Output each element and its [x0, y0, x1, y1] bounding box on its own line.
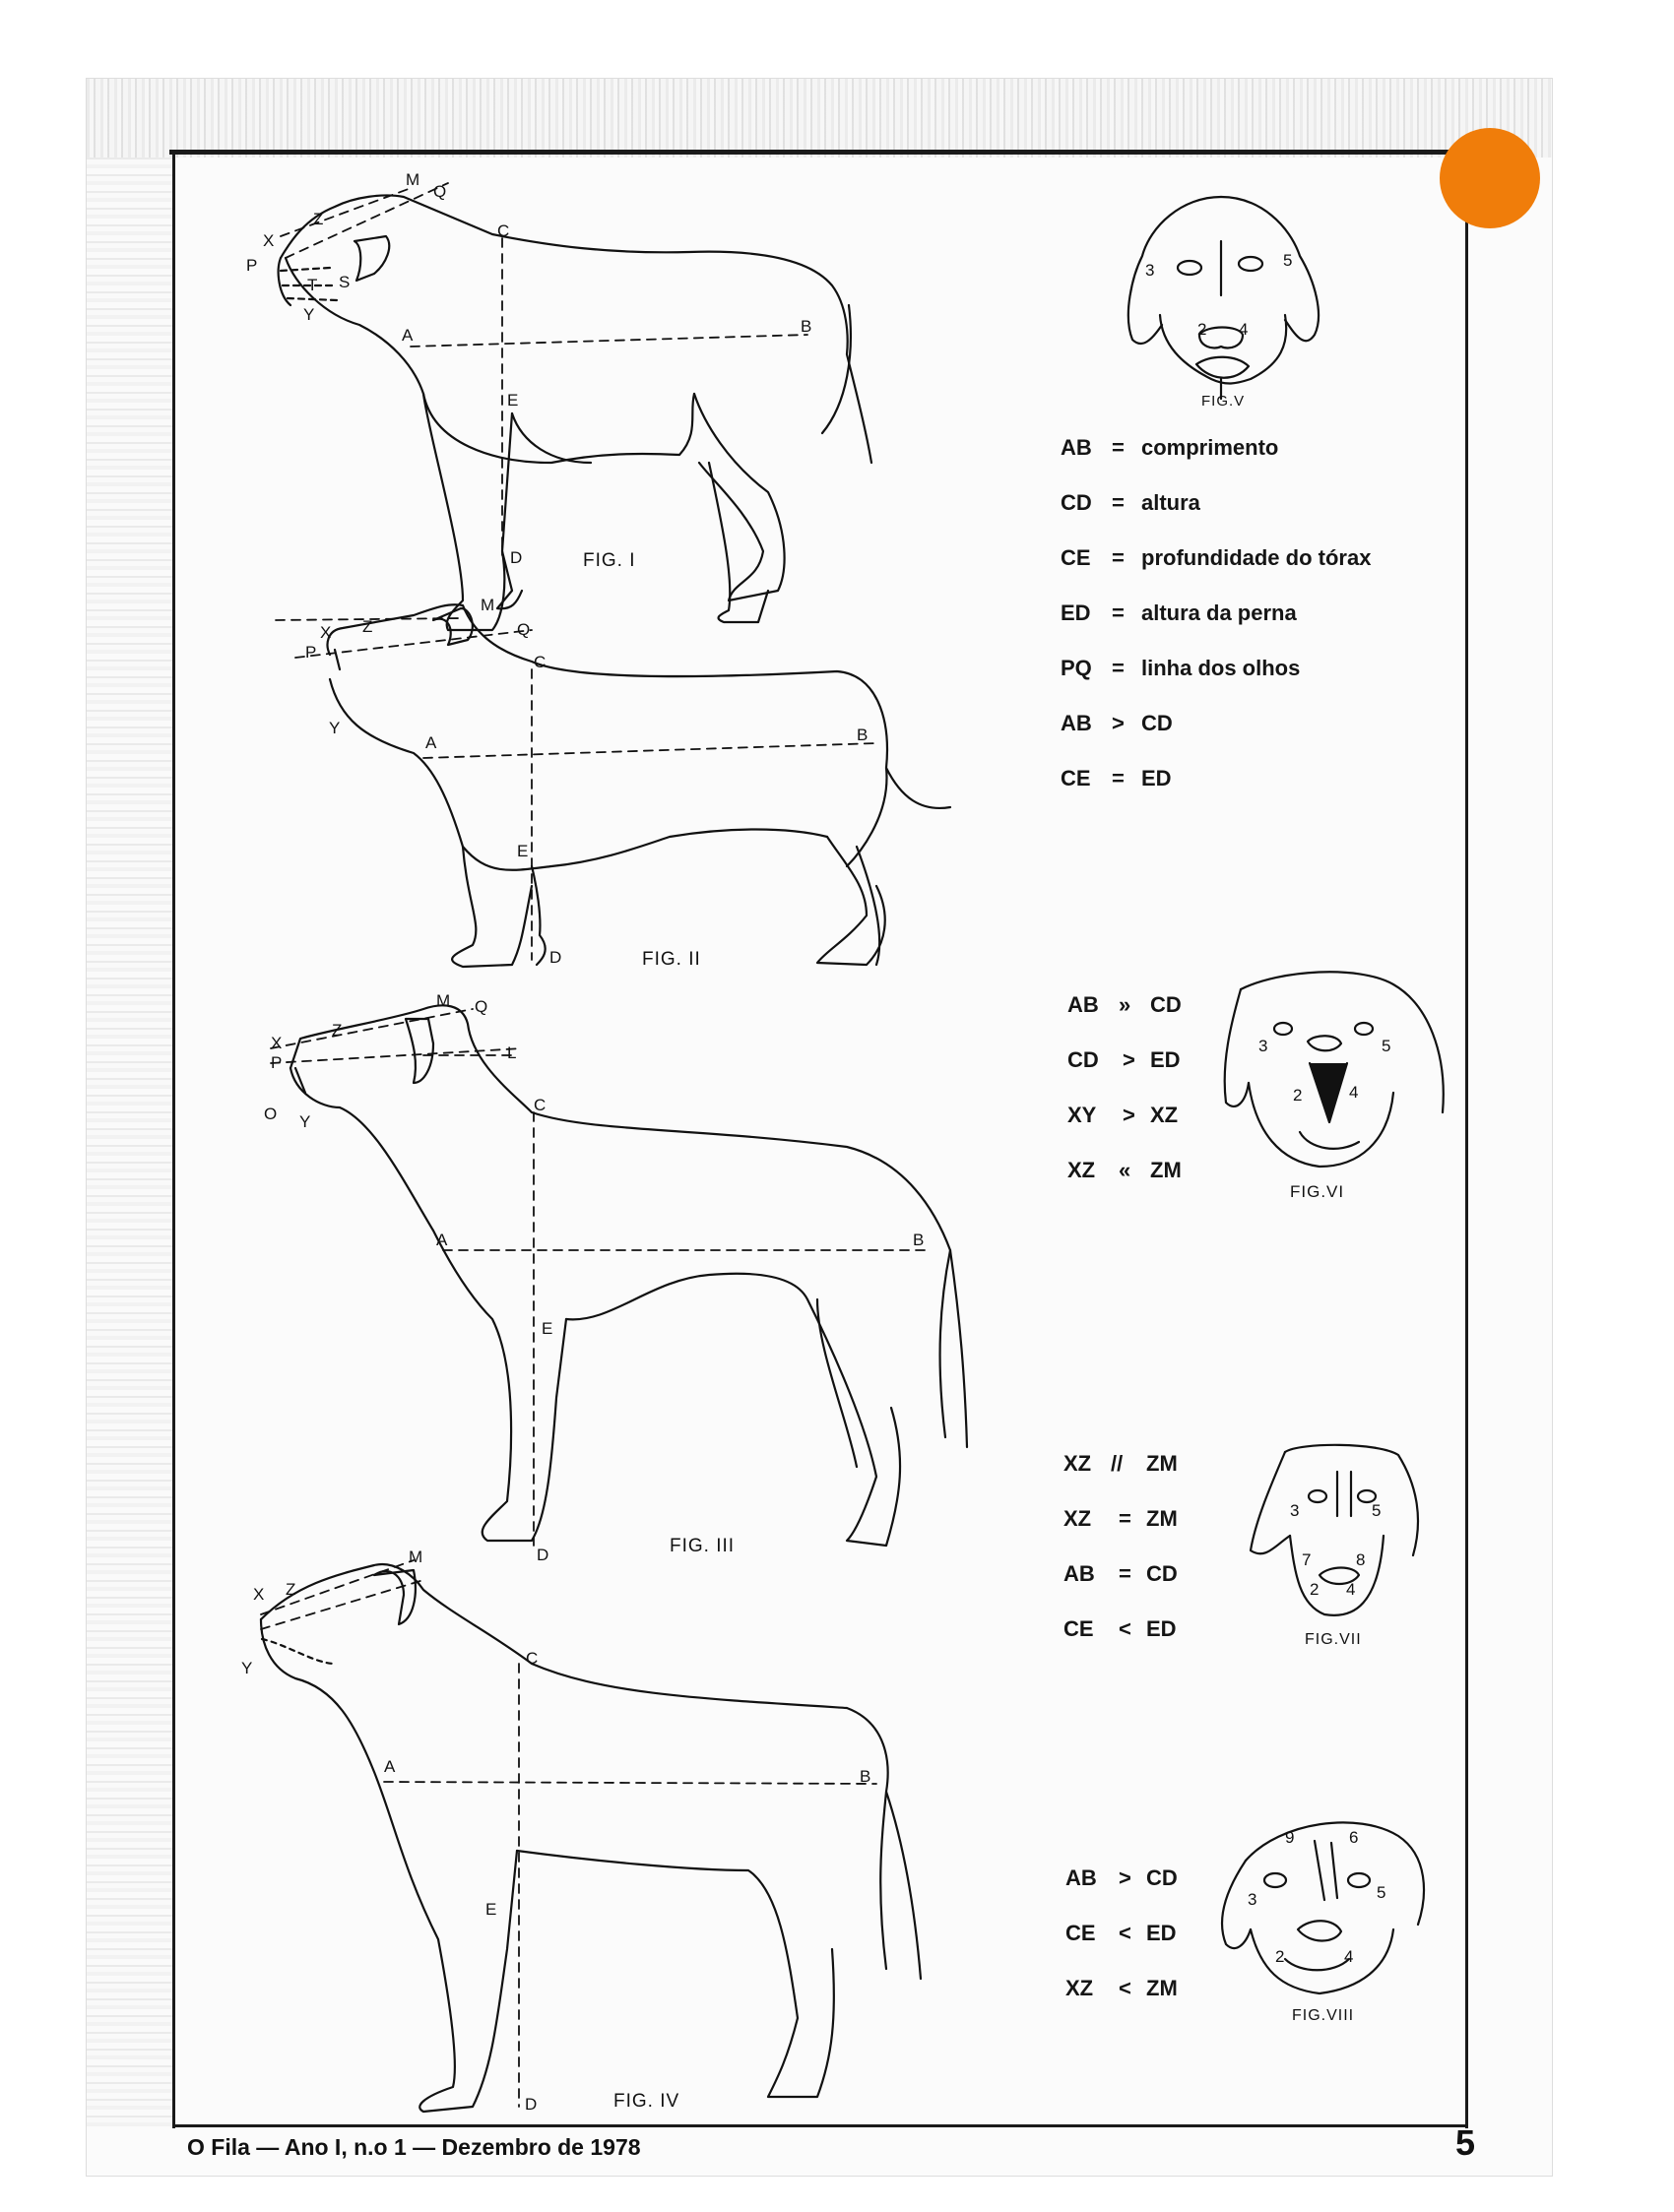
legend-left: ED	[1061, 600, 1091, 625]
relation-operator: >	[1119, 1865, 1131, 1890]
fig3-label-P: P	[271, 1053, 283, 1072]
fig2-label-Z: Z	[362, 617, 373, 636]
legend-left: CE	[1061, 766, 1091, 790]
relation-right: CD	[1146, 1561, 1178, 1586]
relation-row	[1065, 1921, 1243, 1976]
relation-operator: «	[1119, 1158, 1131, 1182]
fig8-label-3: 3	[1248, 1890, 1257, 1909]
relation-left: CE	[1065, 1921, 1096, 1945]
fig7-label-2: 2	[1310, 1580, 1320, 1599]
legend-left: CD	[1061, 490, 1092, 515]
measurement-legend	[1061, 435, 1415, 821]
legend-operator: =	[1112, 766, 1125, 790]
relation-left: AB	[1063, 1561, 1095, 1586]
relation-left: AB	[1067, 992, 1099, 1017]
fig5-caption: FIG.V	[1201, 393, 1246, 410]
relation-operator: //	[1111, 1451, 1124, 1476]
fig6-caption: FIG.VI	[1290, 1182, 1345, 1201]
relation-operator: <	[1119, 1921, 1131, 1945]
fig4-label-E: E	[485, 1900, 497, 1919]
fig1-label-D: D	[510, 548, 523, 567]
fig2-label-P: P	[305, 643, 317, 662]
fig3-measure-lines	[271, 1009, 931, 1546]
fig3-label-C: C	[534, 1096, 547, 1114]
relation-right: CD	[1150, 992, 1182, 1017]
relation-operator: »	[1119, 992, 1131, 1017]
fig4-label-Z: Z	[286, 1580, 296, 1599]
legend-left: CE	[1061, 545, 1091, 570]
relation-row	[1063, 1506, 1241, 1561]
relation-left: CE	[1063, 1616, 1094, 1641]
fig3-relations	[1067, 992, 1245, 1213]
fig5-label-4: 4	[1239, 320, 1249, 339]
relation-operator: <	[1119, 1976, 1131, 2000]
fig2-label-Q: Q	[517, 620, 531, 639]
relation-operator: <	[1119, 1616, 1131, 1641]
fig2-label-D: D	[549, 948, 562, 967]
fig8-label-5: 5	[1377, 1883, 1386, 1902]
fig1-label-S: S	[339, 273, 351, 291]
legend-row	[1061, 600, 1415, 656]
fig4-label-B: B	[860, 1767, 871, 1786]
relation-left: CD	[1067, 1047, 1099, 1072]
relation-row	[1067, 1047, 1245, 1103]
relation-row	[1063, 1616, 1241, 1672]
relation-right: ZM	[1146, 1451, 1178, 1476]
fig2-measure-lines	[276, 618, 876, 960]
fig5-face-drawing	[1128, 197, 1319, 399]
fig7-caption: FIG.VII	[1305, 1631, 1362, 1648]
legend-right: comprimento	[1141, 435, 1279, 460]
legend-operator: =	[1112, 545, 1125, 570]
page-number: 5	[1455, 2122, 1476, 2163]
fig6-label-5: 5	[1382, 1037, 1391, 1055]
fig4-label-D: D	[525, 2095, 538, 2114]
fig3-label-X: X	[271, 1034, 283, 1052]
legend-row	[1061, 711, 1415, 766]
fig2-dog-drawing	[328, 604, 950, 967]
relation-operator: =	[1119, 1561, 1131, 1586]
fig6-label-2: 2	[1293, 1086, 1303, 1105]
relation-row	[1065, 1976, 1243, 2031]
legend-right: profundidade do tórax	[1141, 545, 1372, 570]
fig1-label-T: T	[307, 276, 318, 294]
relation-row	[1065, 1865, 1243, 1921]
fig6-label-3: 3	[1258, 1037, 1268, 1055]
legend-right: CD	[1141, 711, 1173, 735]
relation-left: XZ	[1063, 1506, 1092, 1531]
fig1-dog-drawing	[279, 195, 871, 630]
fig7-label-4: 4	[1346, 1580, 1356, 1599]
fig5-label-3: 3	[1145, 261, 1155, 280]
fig7-relations	[1063, 1451, 1241, 1672]
relation-operator: >	[1123, 1103, 1135, 1127]
fig3-label-Z: Z	[332, 1021, 343, 1040]
fig1-caption: FIG. I	[583, 550, 636, 571]
relation-operator: =	[1119, 1506, 1131, 1531]
legend-right: ED	[1141, 766, 1172, 790]
legend-row	[1061, 545, 1415, 600]
relation-right: ED	[1150, 1047, 1181, 1072]
relation-row	[1067, 1103, 1245, 1158]
relation-row	[1067, 992, 1245, 1047]
fig1-label-Z: Z	[313, 210, 324, 228]
fig6-face-drawing	[1225, 972, 1444, 1167]
page-footer: O Fila — Ano I, n.o 1 — Dezembro de 1978	[187, 2134, 641, 2160]
fig4-label-Y: Y	[241, 1659, 253, 1677]
legend-left: AB	[1061, 435, 1092, 460]
relation-operator: >	[1123, 1047, 1135, 1072]
fig4-caption: FIG. IV	[613, 2091, 680, 2112]
fig3-label-B: B	[913, 1231, 925, 1249]
fig1-label-M: M	[406, 170, 420, 189]
relation-right: ZM	[1150, 1158, 1182, 1182]
fig3-label-Q: Q	[475, 997, 488, 1016]
fig2-label-X: X	[320, 623, 332, 642]
relation-left: AB	[1065, 1865, 1097, 1890]
fig3-label-M: M	[436, 991, 451, 1010]
fig4-label-C: C	[526, 1649, 539, 1668]
fig7-label-5: 5	[1372, 1501, 1382, 1520]
legend-operator: >	[1112, 711, 1125, 735]
relation-left: XY	[1067, 1103, 1097, 1127]
fig2-label-A: A	[425, 733, 437, 752]
fig7-label-3: 3	[1290, 1501, 1300, 1520]
fig7-label-8: 8	[1356, 1550, 1366, 1569]
legend-row	[1061, 656, 1415, 711]
fig8-label-9: 9	[1285, 1828, 1295, 1847]
fig2-label-M: M	[481, 596, 495, 614]
fig2-label-Y: Y	[329, 719, 341, 737]
relation-left: XZ	[1063, 1451, 1092, 1476]
fig1-label-Y: Y	[303, 305, 315, 324]
fig4-label-M: M	[409, 1548, 423, 1566]
relation-right: CD	[1146, 1865, 1178, 1890]
legend-right: altura da perna	[1141, 600, 1297, 625]
fig3-label-O: O	[264, 1105, 278, 1123]
fig3-label-D: D	[537, 1546, 549, 1564]
fig5-label-2: 2	[1197, 320, 1207, 339]
relation-row	[1067, 1158, 1245, 1213]
fig2-label-B: B	[857, 726, 869, 744]
fig4-dog-drawing	[261, 1564, 921, 2112]
fig1-label-A: A	[402, 326, 414, 345]
fig2-label-C: C	[534, 653, 547, 671]
fig8-label-2: 2	[1275, 1947, 1285, 1966]
legend-left: PQ	[1061, 656, 1092, 680]
relation-right: XZ	[1150, 1103, 1179, 1127]
fig5-label-5: 5	[1283, 251, 1293, 270]
legend-right: linha dos olhos	[1141, 656, 1301, 680]
fig1-label-X: X	[263, 231, 275, 250]
fig7-label-7: 7	[1302, 1550, 1312, 1569]
fig1-label-Q: Q	[433, 182, 447, 201]
legend-operator: =	[1112, 490, 1125, 515]
fig8-label-6: 6	[1349, 1828, 1359, 1847]
fig1-label-C: C	[497, 221, 510, 240]
fig8-label-4: 4	[1344, 1947, 1354, 1966]
fig3-label-A: A	[436, 1231, 448, 1249]
relation-left: XZ	[1065, 1976, 1094, 2000]
relation-row	[1063, 1561, 1241, 1616]
fig3-caption: FIG. III	[670, 1536, 736, 1556]
fig1-label-E: E	[507, 391, 519, 410]
fig1-label-B: B	[801, 317, 812, 336]
relation-right: ED	[1146, 1921, 1177, 1945]
fig4-label-A: A	[384, 1757, 396, 1776]
relation-row	[1063, 1451, 1241, 1506]
fig4-label-X: X	[253, 1585, 265, 1604]
fig3-label-E: E	[542, 1319, 553, 1338]
fig3-label-Y: Y	[299, 1112, 311, 1131]
legend-right: altura	[1141, 490, 1200, 515]
fig4-measure-lines	[261, 1560, 876, 2107]
legend-left: AB	[1061, 711, 1092, 735]
fig7-face-drawing	[1251, 1445, 1418, 1615]
relation-right: ZM	[1146, 1506, 1178, 1531]
legend-operator: =	[1112, 600, 1125, 625]
fig8-relations	[1065, 1865, 1243, 2031]
fig8-caption: FIG.VIII	[1292, 2007, 1355, 2024]
legend-row	[1061, 435, 1415, 490]
legend-row	[1061, 766, 1415, 821]
fig6-label-4: 4	[1349, 1083, 1359, 1102]
fig2-caption: FIG. II	[642, 949, 701, 970]
fig2-label-E: E	[517, 842, 529, 860]
relation-right: ZM	[1146, 1976, 1178, 2000]
fig3-dog-drawing	[290, 1005, 967, 1546]
legend-operator: =	[1112, 435, 1125, 460]
fig3-label-L: L	[507, 1043, 517, 1062]
relation-right: ED	[1146, 1616, 1177, 1641]
fig1-label-P: P	[246, 256, 258, 275]
legend-row	[1061, 490, 1415, 545]
legend-operator: =	[1112, 656, 1125, 680]
relation-left: XZ	[1067, 1158, 1096, 1182]
